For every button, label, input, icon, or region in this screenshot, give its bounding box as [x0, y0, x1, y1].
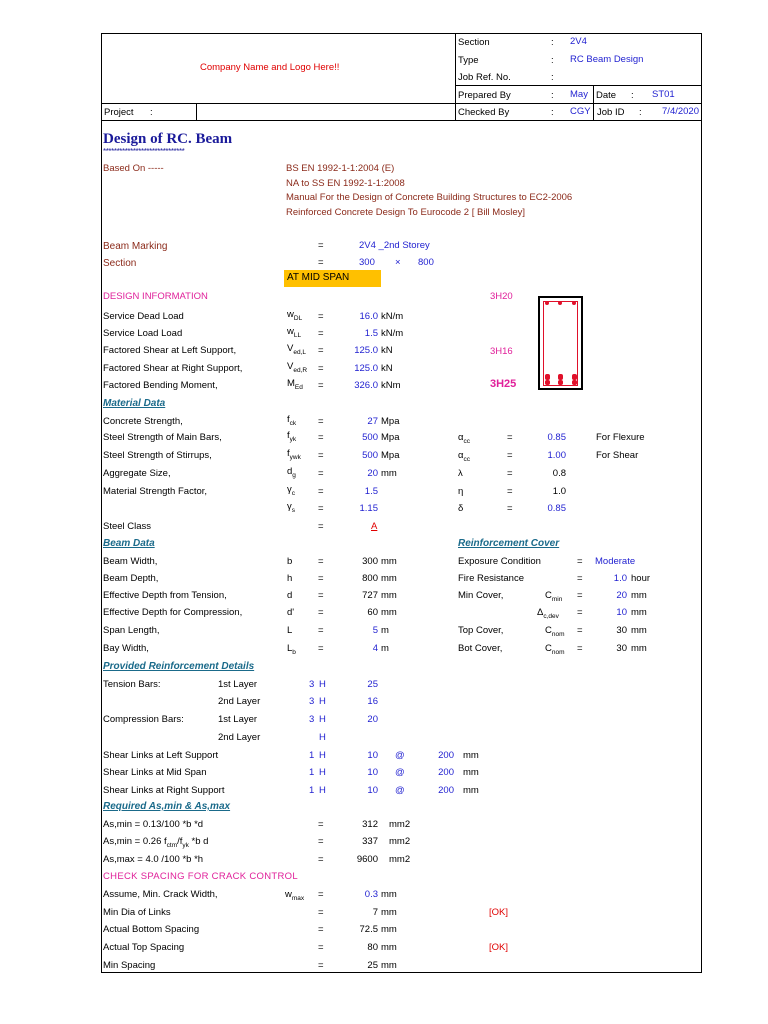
equals-sign: = — [318, 468, 324, 479]
equals-sign: = — [318, 486, 324, 497]
crack-row-label: Assume, Min. Crack Width, — [103, 889, 218, 900]
provided-row-grade: H — [319, 785, 326, 796]
provided-row-grade: H — [319, 750, 326, 761]
provided-row-diameter: 20 — [367, 714, 378, 725]
material-row-value: 500 — [362, 450, 378, 461]
provided-row-diameter: 10 — [367, 767, 378, 778]
field-prepared-label: Prepared By — [458, 90, 511, 101]
field-date-label: Date — [596, 90, 617, 101]
design-row-symbol: $w_{LL}$ — [287, 326, 302, 339]
crack-row-value: 0.3 — [364, 889, 378, 900]
material-factor-symbol: δ — [458, 503, 464, 514]
cover-row-value: 1.0 — [613, 573, 627, 584]
equals-sign: = — [318, 240, 324, 251]
field-type-value: RC Beam Design — [570, 54, 644, 65]
field-jobid-label: Job ID — [597, 107, 625, 118]
cover-row-value: 30 — [616, 643, 627, 654]
equals-sign: = — [318, 363, 324, 374]
field-colon: : — [551, 37, 554, 48]
beam-row-symbol: L — [287, 625, 293, 636]
equals-sign: = — [318, 854, 324, 865]
equals-sign: = — [577, 573, 583, 584]
equals-sign: = — [318, 960, 324, 971]
material-row-unit: mm — [381, 468, 397, 479]
design-row-unit: kN — [381, 345, 393, 356]
rebar-bottom — [545, 380, 550, 385]
beam-row-value: 800 — [362, 573, 378, 584]
cover-row-symbol: $C_{nom}$ — [545, 625, 565, 638]
crack-row-label: Min Dia of Links — [103, 907, 171, 918]
beam-row-value: 4 — [372, 643, 378, 654]
cover-row-unit: hour — [631, 573, 651, 584]
crack-row-label: Actual Bottom Spacing — [103, 924, 200, 935]
material-row-value: 20 — [367, 468, 378, 479]
beam-data-heading: Beam Data — [103, 538, 155, 549]
field-type-label: Type — [458, 55, 479, 66]
field-section-label: Section — [458, 37, 490, 48]
beam-row-label: Effective Depth for Compression, — [103, 607, 243, 618]
top-bars-label: 3H20 — [490, 291, 513, 302]
crack-row-value: 80 — [367, 942, 378, 953]
cover-row-symbol: $C_{min}$ — [545, 590, 563, 603]
section-width: 300 — [359, 257, 375, 268]
field-colon: : — [631, 90, 634, 101]
provided-row-spacing: 200 — [438, 767, 454, 778]
cover-row-value: 20 — [616, 590, 627, 601]
required-row-unit: mm2 — [389, 819, 411, 830]
beam-row-symbol: h — [287, 573, 293, 584]
material-heading: Material Data — [103, 398, 166, 409]
crack-row-symbol: $w_{max}$ — [285, 889, 305, 902]
provided-row-diameter: 10 — [367, 785, 378, 796]
equals-sign: = — [318, 607, 324, 618]
cover-row-label: Bot Cover, — [458, 643, 503, 654]
beam-row-label: Beam Depth, — [103, 573, 159, 584]
cover-row-value: Moderate — [595, 556, 636, 567]
crack-row-unit: mm — [381, 942, 397, 953]
design-row-unit: kN — [381, 363, 393, 374]
equals-sign: = — [507, 468, 513, 479]
material-row-value: 27 — [367, 416, 378, 427]
provided-row-count: 1 — [309, 750, 315, 761]
project-label: Project — [104, 107, 134, 118]
provided-row-unit: mm — [463, 750, 479, 761]
cover-row-symbol: $C_{nom}$ — [545, 643, 565, 656]
cover-row-label: Min Cover, — [458, 590, 504, 601]
cover-row-unit: mm — [631, 590, 647, 601]
mid-span-highlight — [284, 270, 381, 287]
cover-row-label: Exposure Condition — [458, 556, 541, 567]
field-checked-label: Checked By — [458, 107, 510, 118]
material-row-unit: Mpa — [381, 432, 400, 443]
crack-row-label: Min Spacing — [103, 960, 156, 971]
provided-row-count: 3 — [309, 714, 315, 725]
project-colon: : — [150, 107, 153, 118]
provided-row-count: 3 — [309, 679, 315, 690]
rebar-bottom — [572, 380, 577, 385]
beam-row-label: Beam Width, — [103, 556, 158, 567]
material-factor-value: 0.8 — [552, 468, 566, 479]
crack-row-unit: mm — [381, 960, 397, 971]
equals-sign: = — [318, 345, 324, 356]
company-placeholder: Company Name and Logo Here!! — [200, 62, 340, 73]
material-row-unit: Mpa — [381, 450, 400, 461]
provided-row-unit: mm — [463, 767, 479, 778]
material-row-symbol: $\gamma_s$ — [287, 501, 295, 514]
beam-row-unit: m — [381, 643, 389, 654]
equals-sign: = — [318, 450, 324, 461]
beam-marking-label: Beam Marking — [103, 241, 168, 252]
material-row-label: Concrete Strength, — [103, 416, 183, 427]
provided-row-diameter: 25 — [367, 679, 378, 690]
section-label: Section — [103, 258, 137, 269]
reference-item: NA to SS EN 1992-1-1:2008 — [286, 178, 405, 189]
material-row-symbol: $f_{ywk}$ — [287, 448, 301, 461]
crack-row-unit: mm — [381, 889, 397, 900]
provided-row-label: Tension Bars: — [103, 679, 161, 690]
crack-row-unit: mm — [381, 924, 397, 935]
provided-row-layer: 2nd Layer — [218, 696, 261, 707]
equals-sign: = — [318, 924, 324, 935]
field-colon: : — [551, 107, 554, 118]
field-prepared-value: May — [570, 89, 588, 100]
material-row-label: Steel Strength of Main Bars, — [103, 432, 222, 443]
provided-row-label: Compression Bars: — [103, 714, 184, 725]
design-row-label: Factored Shear at Left Support, — [103, 345, 237, 356]
required-row-unit: mm2 — [389, 836, 411, 847]
section-depth: 800 — [418, 257, 434, 268]
provided-row-count: 1 — [309, 785, 315, 796]
required-row-value: 337 — [362, 836, 378, 847]
equals-sign: = — [577, 607, 583, 618]
equals-sign: = — [507, 503, 513, 514]
beam-row-value: 300 — [362, 556, 378, 567]
required-heading: Required As,min & As,max — [103, 801, 231, 812]
equals-sign: = — [318, 257, 324, 268]
equals-sign: = — [577, 643, 583, 654]
beam-row-value: 727 — [362, 590, 378, 601]
beam-marking-value: 2V4 _2nd Storey — [359, 240, 430, 251]
required-row-value: 312 — [362, 819, 378, 830]
required-row-label: As,min = 0.26 $f_{ctm}/f_{yk}$ *b d — [103, 836, 209, 849]
required-row-label: As,min = 0.13/100 *b *d — [103, 819, 204, 830]
provided-row-layer: 1st Layer — [218, 714, 258, 725]
material-row-symbol: $\gamma_c$ — [287, 484, 295, 497]
provided-heading: Provided Reinforcement Details — [103, 661, 255, 672]
beam-row-label: Effective Depth from Tension, — [103, 590, 227, 601]
section-times: × — [395, 257, 401, 268]
provided-row-label: Shear Links at Right Support — [103, 785, 225, 796]
material-row-label: Steel Strength of Stirrups, — [103, 450, 212, 461]
design-row-unit: kN/m — [381, 311, 404, 322]
field-colon: : — [551, 90, 554, 101]
equals-sign: = — [318, 907, 324, 918]
equals-sign: = — [318, 556, 324, 567]
equals-sign: = — [318, 942, 324, 953]
design-row-unit: kN/m — [381, 328, 404, 339]
design-row-value: 125.0 — [354, 363, 378, 374]
steel-class-value: A — [371, 521, 378, 532]
field-colon: : — [551, 72, 554, 83]
mid-bars-label: 3H16 — [490, 346, 513, 357]
crack-row-value: 7 — [372, 907, 378, 918]
material-factor-symbol: η — [458, 486, 464, 497]
field-date-value: ST01 — [652, 89, 675, 100]
provided-row-at: @ — [395, 750, 405, 761]
material-row-unit: Mpa — [381, 416, 400, 427]
design-row-symbol: $V_{ed,R}$ — [287, 361, 308, 374]
material-factor-value: 0.85 — [547, 432, 566, 443]
material-row-value: 500 — [362, 432, 378, 443]
design-row-symbol: $V_{ed,L}$ — [287, 343, 306, 356]
provided-row-at: @ — [395, 767, 405, 778]
field-jobid-value: 7/4/2020 — [662, 106, 699, 117]
equals-sign: = — [318, 590, 324, 601]
material-row-label: Aggregate Size, — [103, 468, 171, 479]
provided-row-count: 1 — [309, 767, 315, 778]
provided-row-grade: H — [319, 767, 326, 778]
beam-row-symbol: $L_b$ — [287, 643, 296, 656]
design-row-value: 125.0 — [354, 345, 378, 356]
design-row-symbol: $w_{DL}$ — [287, 309, 303, 322]
equals-sign: = — [318, 328, 324, 339]
reference-item: Manual For the Design of Concrete Building Structures to EC2-2006 — [286, 192, 573, 203]
cover-row-label: Fire Resistance — [458, 573, 524, 584]
required-row-unit: mm2 — [389, 854, 411, 865]
design-row-value: 326.0 — [354, 380, 378, 391]
equals-sign: = — [507, 432, 513, 443]
cover-row-value: 10 — [616, 607, 627, 618]
provided-row-diameter: 16 — [367, 696, 378, 707]
beam-row-unit: mm — [381, 573, 397, 584]
provided-row-grade: H — [319, 679, 326, 690]
material-row-symbol: $d_g$ — [287, 466, 296, 479]
material-factor-value: 0.85 — [547, 503, 566, 514]
beam-row-symbol: b — [287, 556, 293, 567]
equals-sign: = — [318, 380, 324, 391]
material-row-value: 1.15 — [359, 503, 378, 514]
field-checked-value: CGY — [570, 106, 591, 117]
beam-row-value: 5 — [372, 625, 378, 636]
beam-row-symbol: d' — [287, 607, 295, 618]
cover-heading: Reinforcement Cover — [458, 538, 560, 549]
beam-row-unit: mm — [381, 607, 397, 618]
field-section-value: 2V4 — [570, 36, 587, 47]
crack-check-status: [OK] — [489, 942, 509, 953]
beam-row-unit: mm — [381, 590, 397, 601]
crack-heading: CHECK SPACING FOR CRACK CONTROL — [103, 871, 298, 882]
design-row-label: Factored Shear at Right Support, — [103, 363, 243, 374]
provided-row-at: @ — [395, 785, 405, 796]
equals-sign: = — [318, 836, 324, 847]
cover-row-unit: mm — [631, 643, 647, 654]
cover-row-value: 30 — [616, 625, 627, 636]
equals-sign: = — [318, 311, 324, 322]
provided-row-grade: H — [319, 732, 326, 743]
cover-row-unit: mm — [631, 625, 647, 636]
material-factor-symbol: λ — [458, 468, 463, 479]
equals-sign: = — [577, 556, 583, 567]
design-row-label: Service Load Load — [103, 328, 183, 339]
crack-check-status: [OK] — [489, 907, 509, 918]
provided-row-layer: 1st Layer — [218, 679, 258, 690]
rebar-top — [558, 301, 562, 305]
material-factor-symbol: $\alpha_{cc}$ — [458, 450, 470, 463]
equals-sign: = — [318, 573, 324, 584]
rebar-top — [572, 301, 576, 305]
material-factor-note: For Flexure — [596, 432, 645, 443]
design-row-label: Factored Bending Moment, — [103, 380, 218, 391]
required-row-label: As,max = 4.0 /100 *b *h — [103, 854, 204, 865]
equals-sign: = — [507, 450, 513, 461]
field-colon: : — [551, 55, 554, 66]
crack-row-value: 25 — [367, 960, 378, 971]
material-factor-value: 1.00 — [547, 450, 566, 461]
beam-row-value: 60 — [367, 607, 378, 618]
beam-row-symbol: d — [287, 590, 293, 601]
beam-row-unit: mm — [381, 556, 397, 567]
design-row-label: Service Dead Load — [103, 311, 184, 322]
provided-row-count: 3 — [309, 696, 315, 707]
based-on-label: Based On ----- — [103, 163, 164, 174]
title-stars: ****************************** — [103, 147, 185, 156]
material-row-label: Material Strength Factor, — [103, 486, 208, 497]
equals-sign: = — [507, 486, 513, 497]
beam-row-label: Bay Width, — [103, 643, 149, 654]
rebar-bottom — [558, 380, 563, 385]
provided-row-diameter: 10 — [367, 750, 378, 761]
crack-row-value: 72.5 — [359, 924, 378, 935]
cover-row-label: Top Cover, — [458, 625, 504, 636]
provided-row-grade: H — [319, 696, 326, 707]
field-colon: : — [639, 107, 642, 118]
provided-row-layer: 2nd Layer — [218, 732, 261, 743]
provided-row-spacing: 200 — [438, 750, 454, 761]
equals-sign: = — [318, 643, 324, 654]
equals-sign: = — [318, 819, 324, 830]
cover-row-symbol: $\Delta_{c,dev}$ — [537, 607, 559, 620]
equals-sign: = — [577, 625, 583, 636]
material-factor-symbol: $\alpha_{cc}$ — [458, 432, 470, 445]
design-info-heading: DESIGN INFORMATION — [103, 291, 208, 302]
beam-row-label: Span Length, — [103, 625, 160, 636]
material-row-value: 1.5 — [364, 486, 378, 497]
provided-row-label: Shear Links at Mid Span — [103, 767, 207, 778]
equals-sign: = — [577, 590, 583, 601]
equals-sign: = — [318, 432, 324, 443]
design-row-value: 16.0 — [359, 311, 378, 322]
at-mid-span-label: AT MID SPAN — [287, 272, 350, 283]
beam-row-unit: m — [381, 625, 389, 636]
bottom-bars-label: 3H25 — [490, 378, 517, 390]
material-row-symbol: $f_{yk}$ — [287, 430, 297, 443]
rebar-top — [545, 301, 549, 305]
cover-row-unit: mm — [631, 607, 647, 618]
equals-sign: = — [318, 889, 324, 900]
crack-row-unit: mm — [381, 907, 397, 918]
material-factor-value: 1.0 — [552, 486, 566, 497]
provided-row-label: Shear Links at Left Support — [103, 750, 219, 761]
reference-item: Reinforced Concrete Design To Eurocode 2 [ Bill Mosley] — [286, 207, 526, 218]
reference-item: BS EN 1992-1-1:2004 (E) — [286, 163, 395, 174]
material-row-symbol: $f_{ck}$ — [287, 414, 297, 427]
equals-sign: = — [318, 625, 324, 636]
field-jobref-label: Job Ref. No. — [458, 72, 511, 83]
equals-sign: = — [318, 521, 324, 532]
doc-title: Design of RC. Beam — [103, 131, 233, 147]
provided-row-spacing: 200 — [438, 785, 454, 796]
equals-sign: = — [318, 416, 324, 427]
steel-class-label: Steel Class — [103, 521, 152, 532]
material-factor-note: For Shear — [596, 450, 639, 461]
equals-sign: = — [318, 503, 324, 514]
provided-row-unit: mm — [463, 785, 479, 796]
required-row-value: 9600 — [356, 854, 378, 865]
design-row-value: 1.5 — [364, 328, 378, 339]
crack-row-label: Actual Top Spacing — [103, 942, 185, 953]
provided-row-grade: H — [319, 714, 326, 725]
design-row-unit: kNm — [381, 380, 401, 391]
design-row-symbol: $M_{Ed}$ — [287, 378, 303, 391]
